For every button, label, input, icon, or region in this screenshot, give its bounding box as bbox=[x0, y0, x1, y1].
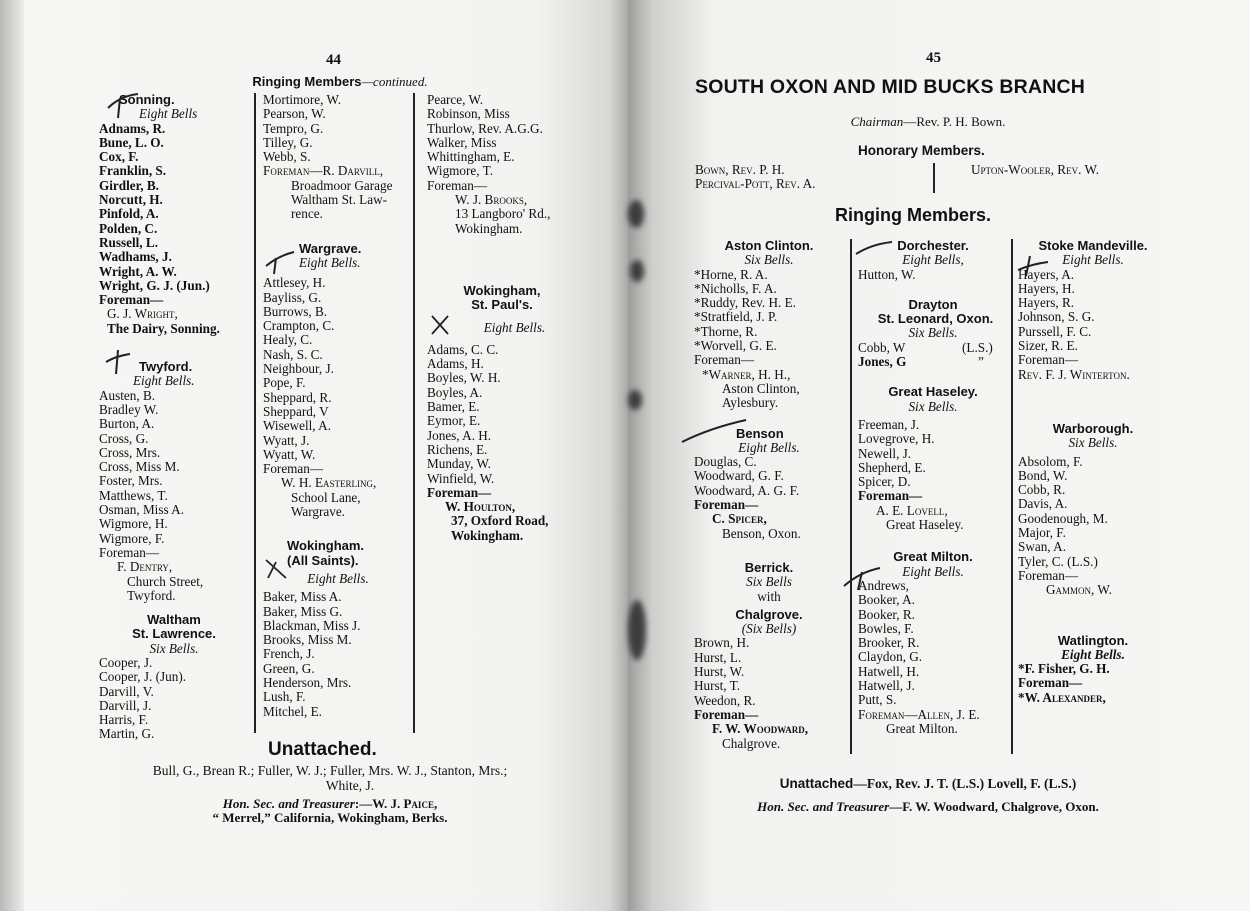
member-name: Brown, H. bbox=[694, 635, 750, 651]
member-name: Freeman, J. bbox=[858, 416, 920, 432]
honorary-member: Percival-Pott, Rev. A. bbox=[695, 176, 816, 192]
foreman-address: Wokingham. bbox=[451, 527, 524, 543]
drayton-members bbox=[858, 341, 1018, 370]
foreman-address: Church Street, bbox=[127, 573, 204, 589]
foreman-address: Great Haseley. bbox=[886, 517, 964, 533]
foreman-name: W. J. Brooks, bbox=[455, 192, 528, 208]
with-label: with bbox=[757, 588, 781, 604]
column-divider bbox=[413, 93, 415, 733]
member-name: Shepherd, E. bbox=[858, 459, 926, 475]
member-name: Bamer, E. bbox=[427, 399, 480, 415]
tower-heading-great-haseley: Great Haseley. bbox=[888, 384, 978, 400]
foreman-name: A. E. Lovell, bbox=[876, 502, 948, 518]
foreman-address: 13 Langboro' Rd., bbox=[455, 206, 551, 222]
member-name: Wisewell, A. bbox=[263, 418, 331, 434]
foreman-label: Foreman— bbox=[427, 484, 492, 500]
foreman-label: Foreman— bbox=[694, 352, 755, 368]
bells-label: Eight Bells. bbox=[902, 563, 964, 579]
foreman-label: Foreman— bbox=[694, 706, 759, 722]
tower-heading-wokingham-st-pauls-2: St. Paul's. bbox=[471, 297, 533, 313]
member-name: Walker, Miss bbox=[427, 134, 497, 150]
member-list-sonning bbox=[99, 122, 259, 294]
pencil-tick-mark bbox=[264, 248, 300, 276]
foreman-address bbox=[263, 179, 423, 222]
bells-label: Eight Bells. bbox=[1062, 252, 1124, 268]
member-name: Goodenough, M. bbox=[1018, 510, 1108, 526]
chairman-label: Chairman bbox=[850, 114, 904, 129]
foreman-label: Foreman— bbox=[1018, 675, 1083, 691]
member-name: Franklin, S. bbox=[99, 163, 167, 179]
member-name: Richens, E. bbox=[427, 441, 488, 457]
member-name: Hayers, A. bbox=[1018, 266, 1075, 282]
member-name: Adams, C. C. bbox=[427, 341, 499, 357]
foreman-name: Gammon, W. bbox=[1046, 582, 1112, 598]
member-name: Boyles, A. bbox=[427, 384, 483, 400]
member-name: Lovegrove, H. bbox=[858, 431, 935, 447]
member-name: Putt, S. bbox=[858, 692, 897, 708]
member-name: Norcutt, H. bbox=[99, 192, 163, 208]
tower-heading-drayton-2: St. Leonard, Oxon. bbox=[877, 311, 994, 327]
member-list-watlington bbox=[1018, 662, 1188, 676]
member-name: Woodward, G. F. bbox=[694, 468, 784, 484]
tower-heading-wokingham-st-pauls: Wokingham, bbox=[463, 282, 541, 298]
ringing-members-heading: Ringing Members. bbox=[835, 205, 992, 225]
foreman-label: Foreman— bbox=[1018, 567, 1079, 583]
member-note: ” bbox=[978, 353, 984, 369]
member-name: Winfield, W. bbox=[427, 470, 495, 486]
unattached-label: Unattached bbox=[779, 776, 854, 791]
member-name: Wright, A. W. bbox=[99, 263, 177, 279]
foreman-label: Foreman— bbox=[263, 461, 324, 477]
member-name: *Thorne, R. bbox=[694, 323, 758, 339]
member-name: Jones, G bbox=[858, 354, 907, 370]
member-name: Matthews, T. bbox=[99, 487, 168, 503]
bells-label: Six Bells. bbox=[908, 325, 958, 341]
bells-label: Eight Bells. bbox=[483, 319, 546, 335]
member-name: Wadhams, J. bbox=[99, 249, 172, 265]
honorary-heading: Honorary Members. bbox=[858, 143, 985, 158]
foreman-address: School Lane, bbox=[291, 489, 361, 505]
page-number: 44 bbox=[326, 52, 341, 68]
member-list-wargrave bbox=[263, 276, 423, 462]
bells-label: Eight Bells bbox=[139, 106, 198, 122]
tower-heading-waltham-2: St. Lawrence. bbox=[132, 626, 216, 642]
member-name: Cross, G. bbox=[99, 430, 149, 446]
member-list-stoke-mandeville bbox=[1018, 268, 1188, 354]
right-page bbox=[628, 0, 1250, 911]
column-2 bbox=[858, 239, 1018, 736]
member-name: Henderson, Mrs. bbox=[263, 674, 352, 690]
member-name: Cobb, W bbox=[858, 339, 906, 355]
member-name: Brooker, R. bbox=[858, 635, 920, 651]
member-name: Tempro, G. bbox=[263, 120, 324, 136]
foreman-address: Chalgrove. bbox=[722, 735, 781, 751]
unattached-line bbox=[688, 776, 1168, 792]
member-name: Osman, Miss A. bbox=[99, 502, 184, 518]
pencil-stroke-mark bbox=[854, 240, 894, 258]
foreman-address: Aylesbury. bbox=[722, 395, 779, 411]
member-name: Hatwell, J. bbox=[858, 678, 915, 694]
pencil-cross-mark bbox=[262, 556, 292, 586]
member-name: Claydon, G. bbox=[858, 649, 923, 665]
foreman-name: F. W. Woodward, bbox=[712, 721, 809, 737]
member-note: (L.S.) bbox=[962, 339, 993, 355]
member-name: Hurst, W. bbox=[694, 664, 745, 680]
member-name: Absolom, F. bbox=[1018, 453, 1083, 469]
member-name: Crampton, C. bbox=[263, 318, 335, 334]
member-name: Bond, W. bbox=[1018, 467, 1068, 483]
foreman-label: Foreman— bbox=[99, 544, 160, 560]
column-divider bbox=[254, 93, 256, 733]
foreman-name: C. Spicer, bbox=[712, 511, 767, 527]
member-list-wokingham-all-saints bbox=[263, 590, 423, 719]
member-name: Robinson, Miss bbox=[427, 106, 510, 122]
member-name: Attlesey, H. bbox=[263, 275, 326, 291]
member-name: Broadmoor Garage bbox=[291, 177, 393, 193]
member-name: Lush, F. bbox=[263, 689, 306, 705]
member-list-wokingham-st-pauls bbox=[427, 343, 607, 486]
member-name: Healy, C. bbox=[263, 332, 313, 348]
member-name: Russell, L. bbox=[99, 234, 158, 250]
tower-heading-watlington: Watlington. bbox=[1057, 632, 1129, 648]
member-list-continued bbox=[427, 93, 607, 179]
member-list-aston-clinton bbox=[694, 268, 854, 354]
foreman-address: The Dairy, Sonning. bbox=[107, 320, 220, 336]
member-name: Purssell, F. C. bbox=[1018, 323, 1092, 339]
member-name: French, J. bbox=[263, 646, 315, 662]
page-number: 45 bbox=[926, 50, 941, 66]
member-name: Green, G. bbox=[263, 660, 315, 676]
foreman-address: Wokingham. bbox=[455, 220, 523, 236]
member-list-great-haseley bbox=[858, 418, 1018, 489]
member-name: Bayliss, G. bbox=[263, 289, 322, 305]
member-name: Baker, Miss G. bbox=[263, 603, 343, 619]
foreman-address: Aston Clinton, bbox=[722, 380, 800, 396]
member-name: Boyles, W. H. bbox=[427, 370, 501, 386]
member-name: Nash, S. C. bbox=[263, 346, 323, 362]
chairman-line bbox=[728, 114, 1128, 130]
ink-blot bbox=[628, 200, 644, 228]
honorary-member: Upton-Wooler, Rev. W. bbox=[971, 162, 1099, 177]
bells-label: Eight Bells, bbox=[902, 252, 964, 268]
foreman-address: 37, Oxford Road, bbox=[451, 513, 549, 529]
member-name: Newell, J. bbox=[858, 445, 912, 461]
unattached-list: Bull, G., Brean R.; Fuller, W. J.; Fuller, Mrs. W. J., Stanton, Mrs.; bbox=[152, 763, 508, 778]
member-name: Hayers, H. bbox=[1018, 280, 1075, 296]
member-name: Girdler, B. bbox=[99, 177, 159, 193]
member-name: *Stratfield, J. P. bbox=[694, 309, 778, 325]
tower-heading-drayton: Drayton bbox=[908, 296, 958, 312]
member-name: Pinfold, A. bbox=[99, 206, 159, 222]
branch-title: SOUTH OXON AND MID BUCKS BRANCH bbox=[695, 76, 1086, 98]
member-name: Bowles, F. bbox=[858, 620, 914, 636]
tower-heading-dorchester: Dorchester. bbox=[897, 238, 969, 253]
foreman-label: Foreman— bbox=[694, 497, 759, 513]
foreman-name: *Warner, H. H., bbox=[702, 366, 791, 382]
member-name: Spicer, D. bbox=[858, 474, 911, 490]
foreman-name: G. J. Wright, bbox=[107, 306, 178, 322]
member-name: Wyatt, J. bbox=[263, 432, 310, 448]
member-name: rence. bbox=[291, 206, 323, 222]
tower-heading-berrick: Berrick. bbox=[744, 559, 794, 575]
member-name: Davis, A. bbox=[1018, 496, 1068, 512]
tower-heading-wokingham-all-saints-2: (All Saints). bbox=[287, 552, 359, 568]
column-3 bbox=[1018, 239, 1188, 705]
member-name: Waltham St. Law- bbox=[291, 192, 387, 208]
member-name: Cobb, R. bbox=[1018, 482, 1066, 498]
hon-sec bbox=[668, 799, 1188, 815]
column-3 bbox=[427, 93, 607, 543]
member-list-warborough bbox=[1018, 455, 1188, 569]
member-name: Thurlow, Rev. A.G.G. bbox=[427, 120, 543, 136]
member-name: Mortimore, W. bbox=[263, 92, 342, 107]
member-name: Wigmore, F. bbox=[99, 530, 165, 546]
foreman-address: Wargrave. bbox=[291, 504, 345, 520]
member-list-chalgrove bbox=[694, 636, 854, 707]
bells-label: Eight Bells. bbox=[307, 570, 369, 586]
member-name: Adams, H. bbox=[427, 356, 484, 372]
member-name: *Worvell, G. E. bbox=[694, 338, 777, 354]
member-list-continued bbox=[263, 93, 423, 164]
member-name: Martin, G. bbox=[99, 726, 155, 742]
tower-heading-stoke-mandeville: Stoke Mandeville. bbox=[1038, 238, 1148, 253]
column-divider bbox=[933, 163, 935, 193]
foreman-address: Benson, Oxon. bbox=[722, 525, 801, 541]
foreman-name: *W. Alexander, bbox=[1018, 689, 1106, 705]
member-name: Andrews, bbox=[858, 577, 909, 593]
member-list-waltham bbox=[99, 656, 259, 742]
member-name: Polden, C. bbox=[99, 220, 158, 236]
member-name: Swan, A. bbox=[1018, 539, 1066, 555]
tower-heading-sonning: Sonning. bbox=[119, 92, 175, 107]
member-name: Wyatt, W. bbox=[263, 446, 316, 462]
bells-label: Eight Bells. bbox=[133, 373, 195, 389]
bells-label: Six Bells bbox=[746, 574, 792, 590]
member-name: Bradley W. bbox=[99, 401, 159, 417]
tower-heading-chalgrove: Chalgrove. bbox=[735, 606, 803, 622]
member-list-twyford bbox=[99, 389, 259, 546]
bells-label: Eight Bells. bbox=[1061, 646, 1125, 662]
column-divider bbox=[850, 239, 852, 754]
member-name: Bune, L. O. bbox=[99, 134, 164, 150]
member-name: Booker, A. bbox=[858, 592, 915, 608]
member-name: Wigmore, T. bbox=[427, 163, 494, 179]
column-1 bbox=[99, 93, 259, 742]
member-list-dorchester bbox=[858, 268, 1018, 282]
member-name: Burrows, B. bbox=[263, 303, 328, 319]
foreman-name: F. Dentry, bbox=[117, 559, 173, 575]
chairman-name: —Rev. P. H. Bown. bbox=[903, 114, 1006, 129]
member-name: Whittingham, E. bbox=[427, 149, 515, 165]
member-name: Cooper, J. (Jun). bbox=[99, 669, 187, 685]
member-name: *F. Fisher, G. H. bbox=[1018, 661, 1110, 677]
member-name: Baker, Miss A. bbox=[263, 589, 342, 605]
member-name: Darvill, J. bbox=[99, 697, 152, 713]
bells-label: Six Bells. bbox=[744, 252, 794, 268]
member-name: Tilley, G. bbox=[263, 134, 313, 150]
ink-blot bbox=[628, 390, 642, 410]
tower-heading-great-milton: Great Milton. bbox=[893, 549, 973, 565]
foreman-line: Foreman—R. Darvill, bbox=[263, 163, 384, 179]
member-name: Pope, F. bbox=[263, 375, 306, 391]
tower-heading-aston-clinton: Aston Clinton. bbox=[724, 238, 814, 253]
member-name: Cross, Miss M. bbox=[99, 459, 180, 475]
bells-label: Eight Bells. bbox=[299, 254, 361, 270]
member-name: Wright, G. J. (Jun.) bbox=[99, 277, 210, 293]
pencil-tick-mark bbox=[106, 90, 142, 120]
member-name: Sizer, R. E. bbox=[1018, 338, 1078, 354]
hon-sec-label: Hon. Sec. and Treasurer bbox=[757, 799, 890, 814]
member-name: Sheppard, R. bbox=[263, 389, 332, 405]
member-name: Wigmore, H. bbox=[99, 516, 168, 532]
honorary-list-right bbox=[971, 163, 1099, 177]
member-list-benson bbox=[694, 455, 854, 498]
column-1 bbox=[694, 239, 854, 751]
honorary-list-left bbox=[695, 163, 815, 192]
bells-label: Six Bells. bbox=[149, 640, 199, 656]
bells-label: Eight Bells. bbox=[738, 439, 800, 455]
member-name: Austen, B. bbox=[99, 387, 156, 403]
foreman-label: Foreman— bbox=[427, 177, 488, 193]
member-name: Burton, A. bbox=[99, 416, 155, 432]
member-name: Hatwell, H. bbox=[858, 663, 920, 679]
tower-heading-wokingham-all-saints: Wokingham. bbox=[287, 538, 365, 554]
hon-sec-text: —F. W. Woodward, Chalgrove, Oxon. bbox=[889, 799, 1099, 814]
member-name: *Horne, R. A. bbox=[694, 266, 768, 282]
hon-sec-name: :—W. J. Paice, bbox=[354, 796, 438, 811]
pencil-tick-mark bbox=[1016, 252, 1050, 278]
tower-heading-benson: Benson bbox=[736, 425, 784, 441]
bells-label: (Six Bells) bbox=[741, 621, 797, 637]
member-name: Jones, A. H. bbox=[427, 427, 492, 443]
member-name: Neighbour, J. bbox=[263, 361, 334, 377]
member-name: Harris, F. bbox=[99, 712, 149, 728]
foreman-label: Foreman— bbox=[1018, 352, 1079, 368]
member-name: Cox, F. bbox=[99, 149, 139, 165]
member-name: Sheppard, V bbox=[263, 403, 329, 419]
member-name: Weedon, R. bbox=[694, 692, 756, 708]
bells-label: Six Bells. bbox=[908, 398, 958, 414]
member-name: Woodward, A. G. F. bbox=[694, 482, 800, 498]
tower-heading-wargrave: Wargrave. bbox=[299, 240, 362, 256]
column-divider bbox=[1011, 239, 1013, 754]
honorary-member: Bown, Rev. P. H. bbox=[695, 162, 785, 177]
member-name: *Ruddy, Rev. H. E. bbox=[694, 295, 796, 311]
foreman-name: W. H. Easterling, bbox=[281, 475, 377, 491]
foreman-label: Foreman— bbox=[858, 488, 923, 504]
foreman-name: Rev. F. J. Winterton. bbox=[1018, 366, 1130, 382]
page-edge-shadow bbox=[0, 0, 24, 911]
unattached-list: —Fox, Rev. J. T. (L.S.) Lovell, F. (L.S.) bbox=[853, 776, 1077, 791]
member-name: Hutton, W. bbox=[858, 266, 916, 282]
pencil-tick-mark bbox=[104, 348, 134, 378]
pencil-stroke-mark bbox=[680, 418, 750, 446]
bells-label: Six Bells. bbox=[1068, 435, 1118, 451]
member-name: Cross, Mrs. bbox=[99, 444, 161, 460]
member-name: Hurst, T. bbox=[694, 678, 741, 694]
member-name: Munday, W. bbox=[427, 456, 491, 472]
section-title-text: Ringing Members bbox=[252, 74, 362, 89]
member-name: Brooks, Miss M. bbox=[263, 632, 352, 648]
pencil-cross-mark bbox=[428, 312, 454, 338]
member-name: Cooper, J. bbox=[99, 654, 153, 670]
member-name: Foster, Mrs. bbox=[99, 473, 163, 489]
unattached-heading: Unattached. bbox=[268, 739, 377, 760]
pencil-tick-mark bbox=[842, 562, 882, 592]
hon-sec-label: Hon. Sec. and Treasurer bbox=[222, 796, 355, 811]
member-name: Pearce, W. bbox=[427, 92, 484, 107]
ink-blot bbox=[630, 260, 644, 282]
foreman-line: Foreman—Allen, J. E. bbox=[858, 706, 980, 722]
foreman-address: Twyford. bbox=[127, 587, 176, 603]
section-title-suffix: —continued. bbox=[361, 74, 428, 89]
member-list-great-milton bbox=[858, 579, 1018, 708]
member-name: Tyler, C. (L.S.) bbox=[1018, 553, 1098, 569]
member-name: Booker, R. bbox=[858, 606, 915, 622]
member-name: Pearson, W. bbox=[263, 106, 326, 122]
member-name: Webb, S. bbox=[263, 149, 311, 165]
member-name: *Nicholls, F. A. bbox=[694, 280, 777, 296]
hon-sec-address: “ Merrel,” California, Wokingham, Berks. bbox=[212, 810, 448, 825]
member-name: Major, F. bbox=[1018, 525, 1066, 541]
member-name: Eymor, E. bbox=[427, 413, 481, 429]
member-name: Hurst, L. bbox=[694, 649, 742, 665]
foreman-label: Foreman— bbox=[99, 292, 164, 308]
member-name: Johnson, S. G. bbox=[1018, 309, 1095, 325]
member-name: Hayers, R. bbox=[1018, 295, 1075, 311]
tower-heading-twyford: Twyford. bbox=[139, 359, 193, 375]
tower-heading-warborough: Warborough. bbox=[1052, 420, 1134, 436]
member-name: Mitchel, E. bbox=[263, 703, 322, 719]
ink-blot bbox=[628, 600, 646, 660]
member-name: Adnams, R. bbox=[99, 120, 166, 136]
tower-heading-waltham: Waltham bbox=[147, 612, 201, 628]
foreman-address: Great Milton. bbox=[886, 720, 958, 736]
member-name: Blackman, Miss J. bbox=[263, 617, 361, 633]
column-2 bbox=[263, 93, 423, 719]
unattached-list-2: White, J. bbox=[325, 778, 375, 793]
member-name: Douglas, C. bbox=[694, 454, 757, 470]
member-name: Darvill, V. bbox=[99, 683, 154, 699]
foreman-name: W. Houlton, bbox=[445, 499, 516, 515]
section-title bbox=[150, 74, 530, 90]
